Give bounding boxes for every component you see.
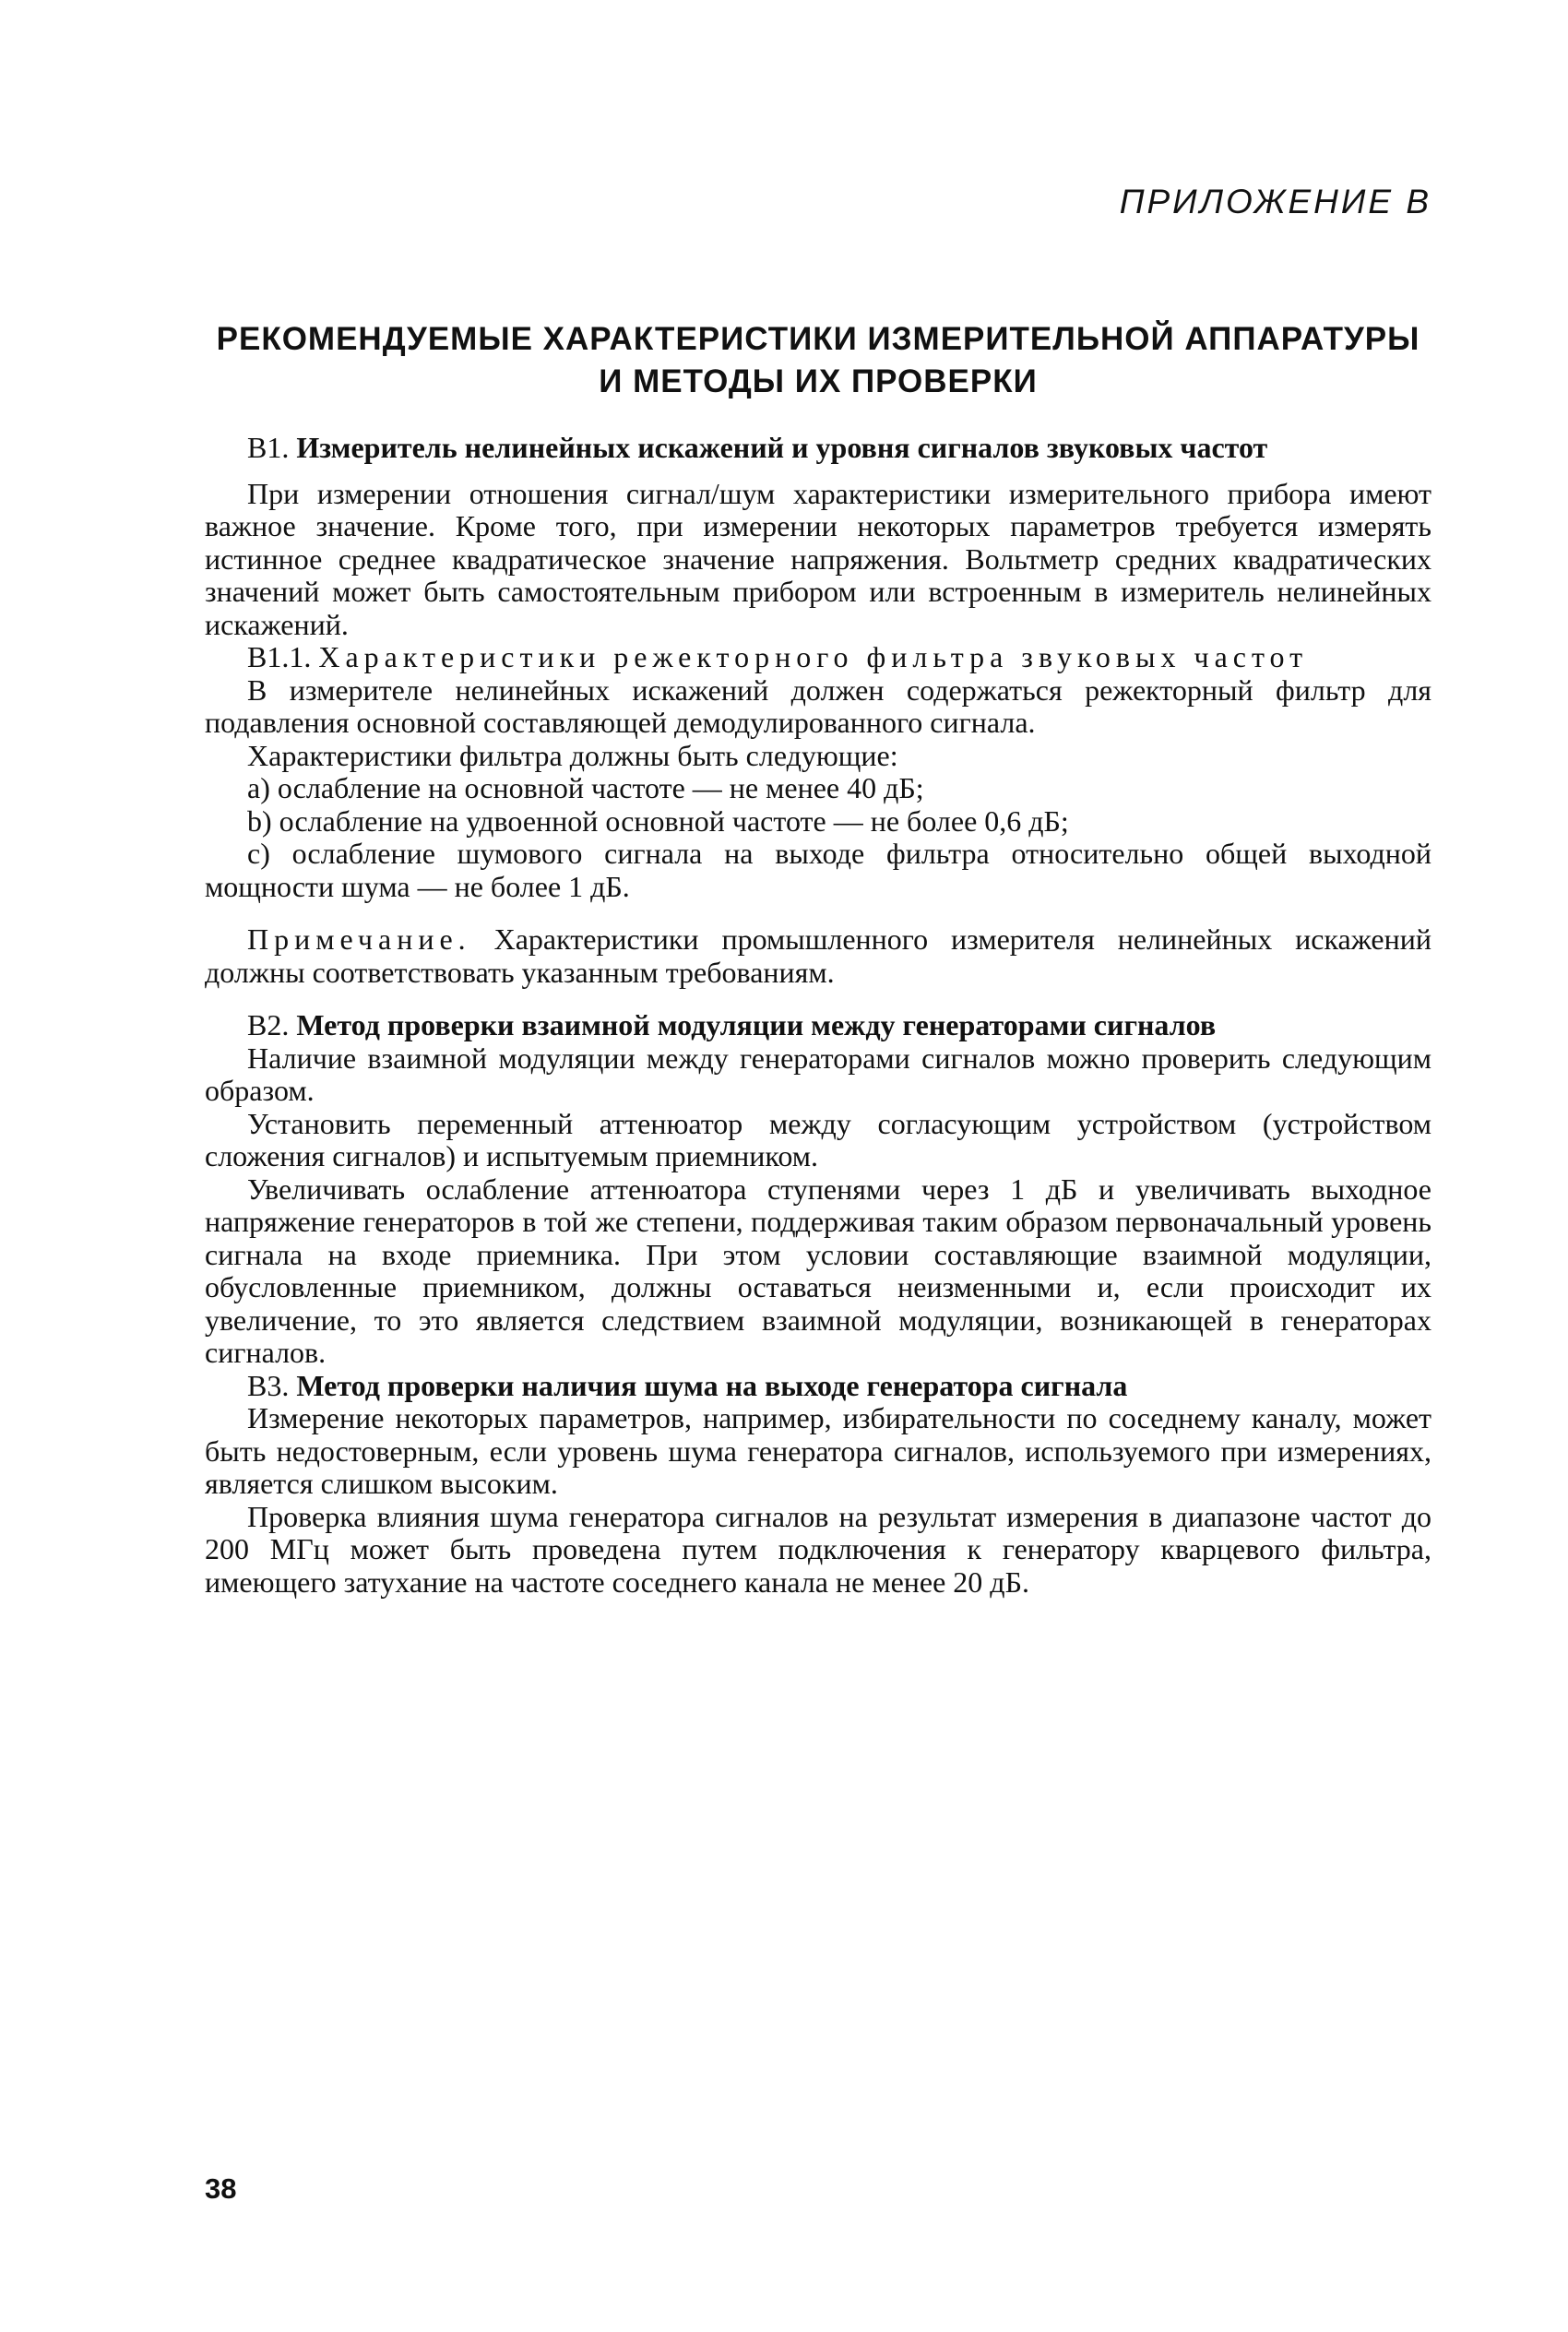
section-b3-paragraph-2: Проверка влияния шума генератора сигналов на результат измерения в диапазоне частот до 200 МГц может быть проведена путем подключения к генератору кварцевого фильтра, имеющего затухание на частоте соседнего канала не менее 20 дБ. (205, 1499, 1431, 1599)
section-b3-title: Метод проверки наличия шума на выходе генератора сигнала (296, 1368, 1128, 1402)
section-b2-heading (205, 1009, 1431, 1042)
list-item: а) ослабление на основной частоте — не менее 40 дБ; (247, 771, 924, 804)
list-item: c) ослабление шумового сигнала на выходе фильтра относительно общей выходной мощности шума — не более 1 дБ. (205, 837, 1431, 903)
section-b2-paragraph-2: Установить переменный аттенюатор между согласующим устройством (устройством сложения сигналов) и испытуемым приемником. (205, 1106, 1431, 1172)
document-title-line-1: РЕКОМЕНДУЕМЫЕ ХАРАКТЕРИСТИКИ ИЗМЕРИТЕЛЬНОЙ АППАРАТУРЫ (216, 321, 1420, 357)
document-title (205, 318, 1431, 403)
document-title-line-2: И МЕТОДЫ ИХ ПРОВЕРКИ (599, 363, 1038, 399)
document-page (205, 0, 1431, 2332)
note-label: Примечание. (247, 922, 471, 956)
section-b1-1-paragraph-2: Характеристики фильтра должны быть следующие: (247, 738, 898, 772)
section-b1-heading (205, 432, 1431, 465)
section-b1-1-title: Характеристики режекторного фильтра звуковых частот (318, 640, 1309, 673)
section-b1-number: В1. (247, 431, 290, 464)
section-b2-paragraph-3: Увеличивать ослабление аттенюатора ступенями через 1 дБ и увеличивать выходное напряжение генераторов в той же степени, поддерживая таким образом первоначальный уровень сигнала на входе приемника. При этом условии составляющие взаимной модуляции, обусловленные приемником, должны оставаться неизменными и, если происходит их увеличение, то это является следствием взаимной модуляции, возникающей в генераторах сигналов. (205, 1172, 1431, 1369)
filter-characteristics-list (205, 772, 1431, 903)
section-b2-paragraph-1: Наличие взаимной модуляции между генераторами сигналов можно проверить следующим образом. (205, 1041, 1431, 1107)
section-b3-number: В3. (247, 1368, 290, 1402)
list-item: b) ослабление на удвоенной основной частоте — не более 0,6 дБ; (247, 803, 1069, 838)
note-paragraph (205, 923, 1431, 989)
section-b3-heading (205, 1370, 1431, 1403)
appendix-label: ПРИЛОЖЕНИЕ В (1119, 183, 1431, 220)
section-b1-paragraph: При измерении отношения сигнал/шум характеристики измерительного прибора имеют важное значение. Кроме того, при измерении некоторых параметров требуется измерять истинное среднее квадратическое значение напряжения. Вольтметр средних квадратических значений может быть самостоятельным прибором или встроенным в измеритель нелинейных искажений. (205, 476, 1431, 641)
document-body (205, 432, 1431, 1599)
section-b3-paragraph-1: Измерение некоторых параметров, например, избирательности по соседнему каналу, может быть недостоверным, если уровень шума генератора сигналов, используемого при измерениях, является слишком высоким. (205, 1401, 1431, 1500)
section-b2-number: В2. (247, 1008, 290, 1041)
note-text: Характеристики промышленного измерителя нелинейных искажений должны соответствовать указанным требованиям. (205, 922, 1432, 989)
section-b1-1-paragraph-1: В измерителе нелинейных искажений должен содержаться режекторный фильтр для подавления основной составляющей демодулированного сигнала. (205, 672, 1431, 739)
page-number: 38 (205, 2172, 237, 2205)
section-b1-title: Измеритель нелинейных искажений и уровня сигналов звуковых частот (296, 431, 1268, 464)
section-b1-1-number: В1.1. (247, 640, 312, 673)
section-b1-1-heading (205, 641, 1431, 674)
section-b2-title: Метод проверки взаимной модуляции между генераторами сигналов (296, 1008, 1217, 1041)
